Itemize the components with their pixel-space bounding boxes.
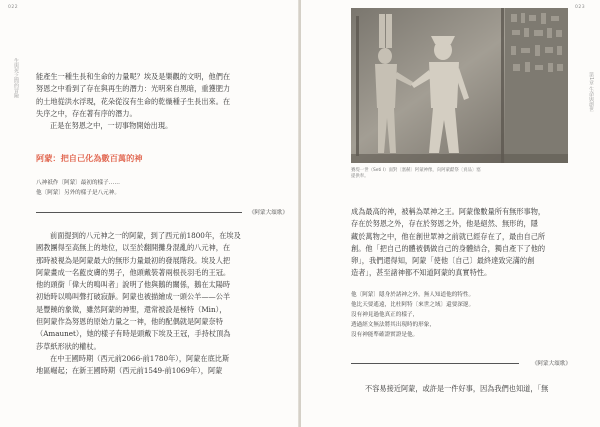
text-line: 的土地從洪水浮現，花朵從沒有生命的乾燥種子生長出來。在 bbox=[36, 96, 231, 106]
text-line: 他的頭銜「偉大的鳴叫者」說明了他與鵝的關係，鵝在太陽時 bbox=[36, 280, 231, 290]
source-rule bbox=[36, 212, 242, 213]
figure-caption: 賽堤一世（Seti I）面對〔塞赫〕阿蒙神像，向阿蒙獻祭〔貢品〕塞提供奉。 bbox=[351, 168, 481, 180]
quote-source: 《阿蒙大頌歌》 bbox=[248, 210, 288, 216]
text-line: 前面提到的八元神之一的阿蒙，到了西元前1800年，在埃及 bbox=[50, 231, 241, 240]
amun-hymn-quote bbox=[351, 290, 474, 340]
text-line: 但阿蒙作為努恩的原始力量之一神，他的配偶就是阿蒙奈特 bbox=[36, 317, 223, 327]
quote-line: 沒有神見過他真正的樣子， bbox=[351, 312, 419, 318]
relief-image bbox=[351, 8, 568, 163]
text-line: （Amaunet），她的樣子有時是頭戴下埃及王冠，手持杖頂為 bbox=[36, 329, 231, 339]
epigraph bbox=[36, 178, 120, 198]
quote-line: 沒有神能準確證實證是他。 bbox=[351, 332, 419, 338]
left-page bbox=[0, 0, 299, 427]
text-line: 造者」，甚至諸神都不知道阿蒙的真實特性。 bbox=[351, 268, 492, 278]
quote-line: 透過經文無法將其出現時的形象， bbox=[351, 322, 435, 328]
text-line: 成為最高的神，被稱為眾神之王。阿蒙像數量所有無形事物， bbox=[351, 207, 546, 216]
amun-paragraph bbox=[36, 230, 287, 378]
quote-line: 他〔阿蒙〕另外的樣子是八元神。 bbox=[36, 190, 120, 196]
text-line: 存在於努恩之外，存在於努恩之外，他是絕然、無形的，隱 bbox=[351, 219, 538, 229]
text-line: 國教團得至高無上的地位，以至於翻開攤身混亂的八元神，在 bbox=[36, 243, 231, 253]
right-paragraph bbox=[351, 206, 572, 280]
text-line: 在中王國時期（西元前2066-前1780年），阿蒙在底比斯 bbox=[50, 353, 230, 363]
text-line: 莎草紙形狀的權杖。 bbox=[36, 341, 101, 351]
text-line: 正是在努恩之中，一切事物開始出現。 bbox=[50, 121, 173, 131]
text-line: 那時被視為是阿蒙最大的無形力量最初的發展階段。埃及人把 bbox=[36, 255, 231, 265]
text-line: 創。他「把自己的體被偶做自己的身體結合，獨自產下了他的 bbox=[351, 243, 546, 253]
section-title: 阿蒙：把自己化為數百萬的神 bbox=[36, 153, 143, 163]
text-line: 初始時以鳴叫聲打破寂靜。阿蒙也被描繪成一頭公羊——公羊 bbox=[36, 292, 231, 302]
relief-photograph bbox=[351, 8, 568, 163]
text-line: 阿蒙畫成一名藍皮膚的男子，他頭戴裝著兩根長羽毛的王冠。 bbox=[36, 267, 231, 277]
source-rule bbox=[351, 363, 519, 364]
intro-paragraph bbox=[36, 71, 287, 132]
text-line: 是豐饒的象徵，雖然阿蒙的神聖，還常被設是極特（Min）， bbox=[36, 304, 227, 314]
quote-line: 八神祇作〔阿蒙〕最初的樣子…… bbox=[36, 180, 120, 186]
quote-source: 《阿蒙大頌歌》 bbox=[531, 361, 571, 367]
page-number: 022 bbox=[8, 5, 19, 10]
page-number: 023 bbox=[575, 5, 586, 10]
text-line: 不容易接近阿蒙，或許是一件好事，因為我們也知道，「無 bbox=[365, 384, 549, 393]
text-line: 努恩之中看到了存在與再生的潛力：光明來自黑暗，重獲肥力 bbox=[36, 84, 231, 94]
quote-line: 他〔阿蒙〕隱身於諸神之外，無人知道他的特性。 bbox=[351, 292, 475, 298]
text-line: 地區崛起；在新王國時期（西元前1549-前1069年），阿蒙 bbox=[36, 366, 223, 376]
text-line: 藏於萬物之中，他在創世眾神之前就已經存在了，最由自己所 bbox=[351, 231, 546, 241]
text-line: 失序之中，存在著有序的潛力。 bbox=[36, 108, 137, 118]
closing-paragraph bbox=[351, 383, 572, 395]
text-line: 能產生一種生長和生命的力量呢？埃及是樂觀的文明，他們在 bbox=[36, 72, 231, 81]
text-line: 卵」，我們還得知，阿蒙「使他〔自己〕最終達致完滿的創 bbox=[351, 256, 535, 266]
running-head: 生與死之間的冒險 bbox=[13, 58, 19, 98]
quote-line: 他比天要遙遠，比杜阿特〔來世之域〕還要深邃。 bbox=[351, 302, 475, 308]
running-head: 第1章 生命與創世 bbox=[588, 72, 594, 112]
